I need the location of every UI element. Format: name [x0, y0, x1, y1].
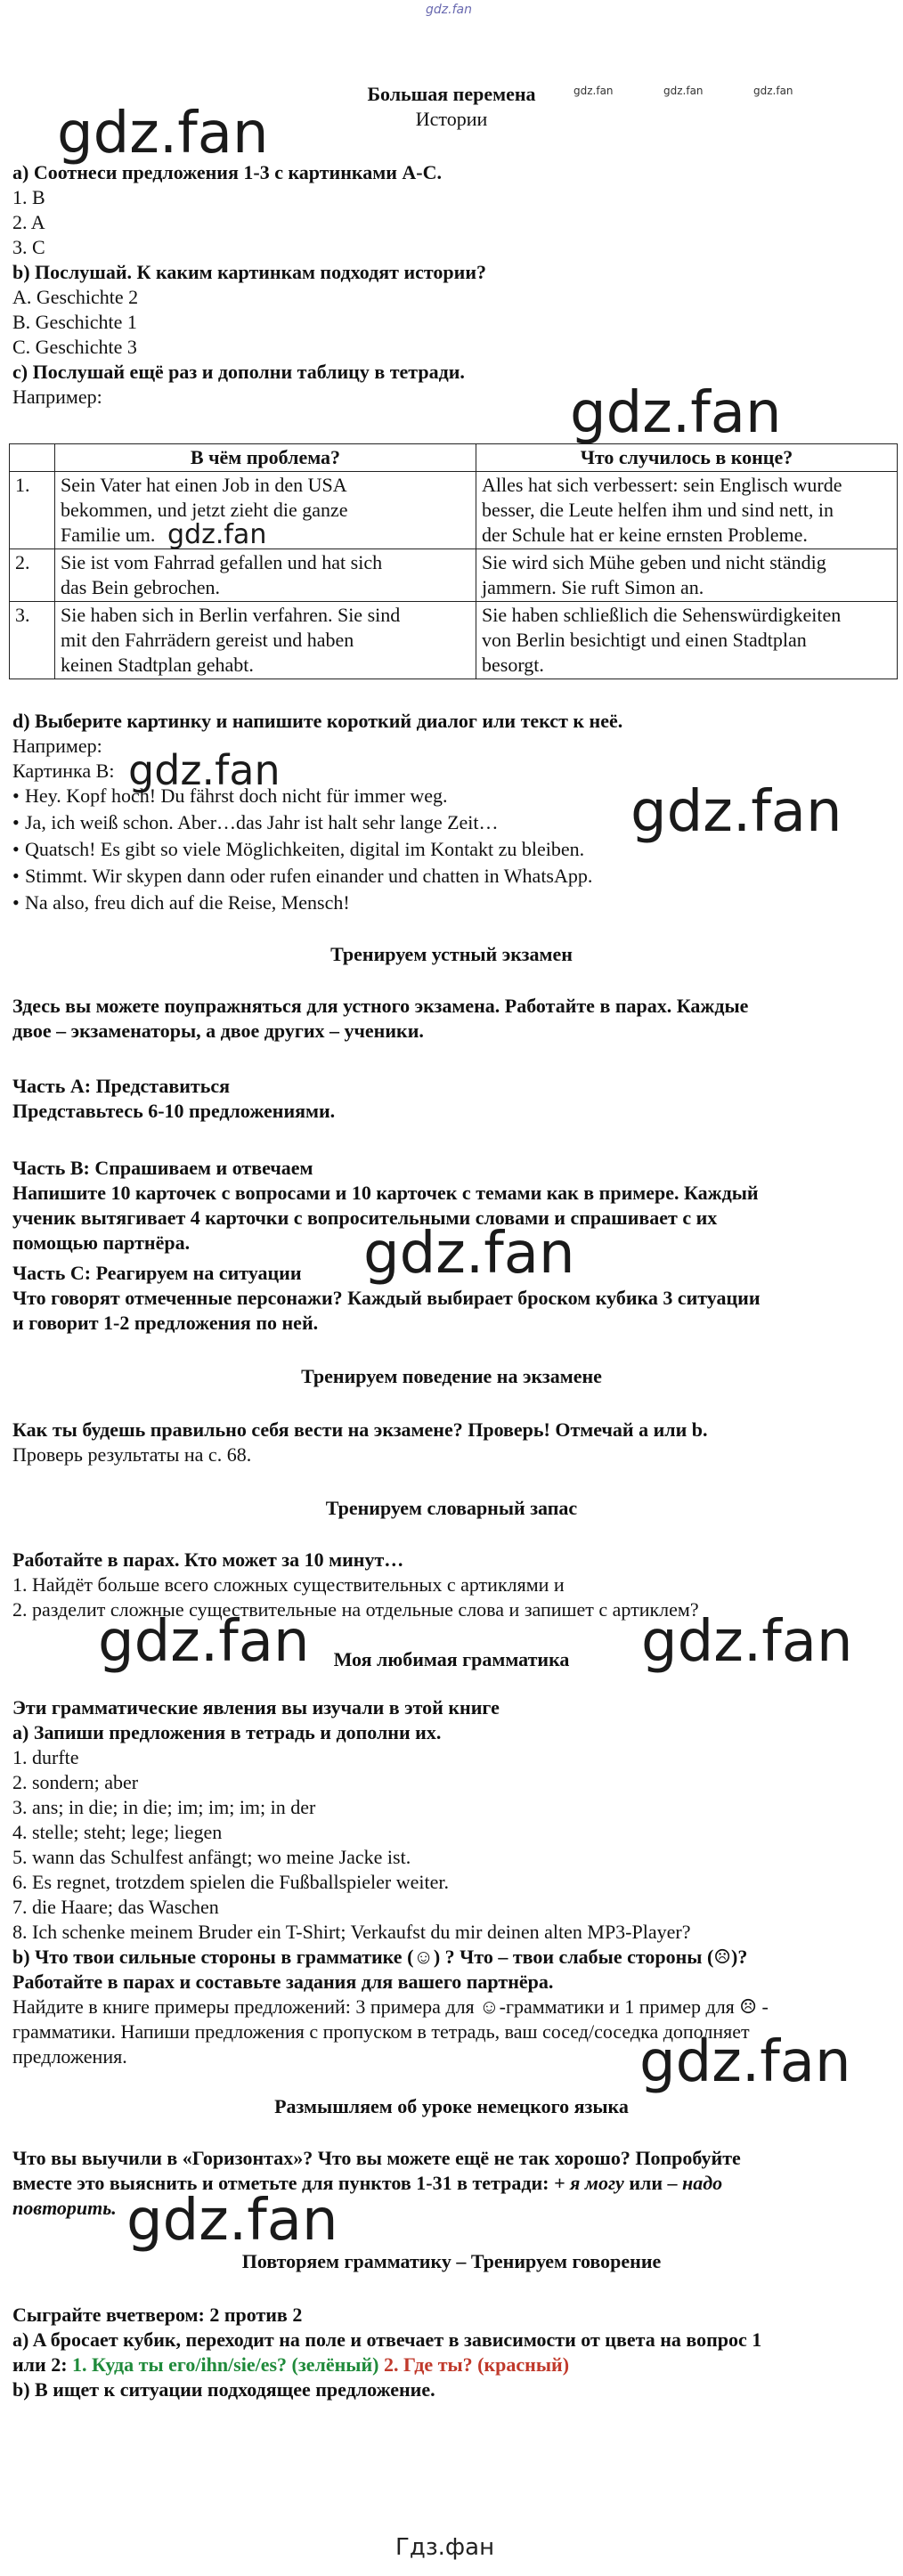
section-subtitle: Истории [415, 108, 488, 130]
behavior-check: Проверь результаты на с. 68. [12, 1443, 252, 1466]
end-line: jammern. Sie ruft Simon an. [482, 576, 704, 598]
bullet-icon: • [12, 891, 20, 914]
grammar-task-b3: Найдите в книге примеры предложений: 3 примера для ☺-грамматики и 1 пример для ☹ - [12, 1995, 769, 2018]
watermark-big: gdz.fan [639, 2029, 851, 2095]
task-a-item: 2. A [12, 211, 45, 233]
part-b-title: Часть B: Спрашиваем и отвечаем [12, 1157, 313, 1179]
grammar-item: 5. wann das Schulfest anfängt; wo meine Jacke ist. [12, 1846, 411, 1868]
grammar-task-b2: Работайте в парах и составьте задания для вашего партнёра. [12, 1971, 554, 1993]
part-b-text: помощью партнёра. [12, 1231, 191, 1254]
dialog-text: Stimmt. Wir skypen dann oder rufen einander und chatten in WhatsApp. [25, 865, 593, 887]
question-green: 1. Куда ты его/ihn/sie/es? (зелёный) [72, 2353, 379, 2376]
dialog-text: Hey. Kopf hoch! Du fährst doch nicht für immer weg. [25, 784, 448, 807]
watermark-big: gdz.fan [57, 101, 269, 167]
row-number: 2. [10, 549, 55, 602]
problem-line: Sein Vater hat einen Job in den USA [61, 474, 347, 496]
watermark-big: gdz.fan [126, 2188, 338, 2254]
dialog-text: Ja, ich weiß schon. Aber…das Jahr ist halt sehr lange Zeit… [25, 811, 499, 833]
problem-line: Sie haben sich in Berlin verfahren. Sie sind [61, 604, 401, 626]
table-row [10, 472, 898, 549]
part-c-text: и говорит 1-2 предложения по ней. [12, 1312, 319, 1334]
task-b-heading: b) Послушай. К каким картинкам подходят истории? [12, 261, 487, 283]
grammar-item: 4. stelle; steht; lege; liegen [12, 1821, 223, 1843]
watermark-small: gdz.fan [663, 85, 704, 97]
table-header-row [10, 444, 898, 472]
behavior-question: Как ты будешь правильно себя вести на экзамене? Проверь! Отмечай a или b. [12, 1418, 708, 1441]
example-label: Например: [12, 386, 102, 408]
table-header-cell: Что случилось в конце? [476, 444, 898, 472]
watermark-big: gdz.fan [570, 380, 782, 446]
table-header-cell [10, 444, 55, 472]
task-b-item: B. Geschichte 1 [12, 311, 137, 333]
watermark-medium: gdz.fan [167, 519, 267, 550]
grammar-item: 7. die Haare; das Waschen [12, 1896, 219, 1918]
watermark-top: gdz.fan [426, 3, 472, 17]
section-title: Моя любимая грамматика [333, 1648, 570, 1670]
table-header-cell: В чём проблема? [55, 444, 476, 472]
picture-label: Картинка B: [12, 760, 115, 782]
end-line: Alles hat sich verbessert: sein Englisch wurde [482, 474, 842, 496]
table-row [10, 549, 898, 602]
section-title: Тренируем словарный запас [325, 1497, 578, 1519]
reflection-text: вместе это выяснить и отметьте для пунктов 1-31 в тетради: [12, 2172, 549, 2194]
watermark-big: gdz.fan [98, 1609, 310, 1675]
end-line: besorgt. [482, 654, 544, 676]
grammar-intro: Эти грамматические явления вы изучали в этой книге [12, 1696, 500, 1719]
grammar-item: 6. Es regnet, trotzdem spielen die Fußballspieler weiter. [12, 1871, 449, 1893]
dialog-text: Na also, freu dich auf die Reise, Mensch! [25, 891, 350, 914]
section-title: Тренируем поведение на экзамене [301, 1365, 602, 1387]
task-a-heading: a) Соотнеси предложения 1-3 с картинками A-C. [12, 161, 443, 183]
grammar-item: 1. durfte [12, 1746, 79, 1768]
part-c-title: Часть C: Реагируем на ситуации [12, 1262, 302, 1284]
bullet-icon: • [12, 811, 20, 833]
section-title: Повторяем грамматику – Тренируем говорение [241, 2250, 662, 2272]
grammar-task-b: b) Что твои сильные стороны в грамматике (☺) ? Что – твои слабые стороны (☹)? [12, 1946, 748, 1968]
dialog-line [12, 864, 894, 889]
watermark-big: gdz.fan [641, 1609, 853, 1675]
game-task-a-line [12, 2353, 894, 2377]
problem-line: das Bein gebrochen. [61, 576, 220, 598]
task-c-heading: c) Послушай ещё раз и дополни таблицу в тетради. [12, 361, 465, 383]
dialog-text: Quatsch! Es gibt so viele Möglichkeiten, digital im Kontakt zu bleiben. [25, 838, 585, 860]
table-row [10, 602, 898, 679]
end-line: der Schule hat er keine ernsten Probleme. [482, 524, 808, 546]
grammar-item: 8. Ich schenke meinem Bruder ein T-Shirt; Verkaufst du mir deinen alten MP3-Player? [12, 1921, 691, 1943]
problem-line: mit den Fahrrädern gereist und haben [61, 629, 354, 651]
example-label: Например: [12, 735, 102, 757]
watermark-small: gdz.fan [574, 85, 614, 97]
reflection-text: Что вы выучили в «Горизонтах»? Что вы можете ещё не так хорошо? Попробуйте [12, 2147, 741, 2169]
grammar-task-a: а) Запиши предложения в тетрадь и дополни их. [12, 1721, 442, 1743]
part-a-text: Представьтесь 6-10 предложениями. [12, 1100, 336, 1122]
oral-intro: двое – экзаменаторы, а двое других – ученики. [12, 1020, 424, 1042]
row-number: 3. [10, 602, 55, 679]
end-line: Sie haben schließlich die Sehenswürdigkeiten [482, 604, 842, 626]
plus-label: + я могу [554, 2172, 624, 2194]
end-line: Sie wird sich Mühe geben und nicht ständig [482, 551, 826, 573]
watermark-big: gdz.fan [630, 779, 842, 845]
watermark-small: gdz.fan [753, 85, 793, 97]
task-a-item: 3. C [12, 236, 45, 258]
section-title: Размышляем об уроке немецкого языка [274, 2095, 629, 2117]
task-b-item: C. Geschichte 3 [12, 336, 137, 358]
problem-line: Sie ist vom Fahrrad gefallen und hat sich [61, 551, 383, 573]
watermark-bottom: Гдз.фан [395, 2534, 495, 2561]
vocab-task: Работайте в парах. Кто может за 10 минут… [12, 1548, 404, 1571]
end-cell [476, 472, 898, 549]
end-cell [476, 602, 898, 679]
dialog-line [12, 890, 894, 915]
bullet-icon: • [12, 865, 20, 887]
problem-line: bekommen, und jetzt zieht die ganze [61, 499, 348, 521]
game-task-a: a) A бросает кубик, переходит на поле и отвечает в зависимости от цвета на вопрос 1 [12, 2328, 762, 2351]
story-table [9, 443, 898, 679]
end-line: von Berlin besichtigt und einen Stadtplan [482, 629, 807, 651]
watermark-big: gdz.fan [128, 746, 281, 794]
repeat-label: надо [682, 2172, 723, 2194]
task-d-heading: d) Выберите картинку и напишите короткий диалог или текст к неё. [12, 710, 623, 732]
problem-line: keinen Stadtplan gehabt. [61, 654, 254, 676]
game-task-b: b) B ищет к ситуации подходящее предложение. [12, 2378, 435, 2401]
problem-line: Familie um. [61, 524, 156, 546]
problem-cell [55, 549, 476, 602]
or-label: или – [629, 2172, 678, 2194]
end-line: besser, die Leute helfen ihm und sind nett, in [482, 499, 834, 521]
grammar-item: 2. sondern; aber [12, 1771, 139, 1793]
part-b-text: ученик вытягивает 4 карточки с вопросительными словами и спрашивает с их [12, 1207, 718, 1229]
grammar-item: 3. ans; in die; in die; im; im; im; in der [12, 1796, 316, 1818]
section-title: Тренируем устный экзамен [330, 943, 573, 965]
oral-intro: Здесь вы можете поупражняться для устного экзамена. Работайте в парах. Каждые [12, 995, 749, 1017]
end-cell [476, 549, 898, 602]
task-b-item: A. Geschichte 2 [12, 286, 139, 308]
game-task-a-prefix: или 2: [12, 2353, 68, 2376]
question-red: 2. Где ты? (красный) [383, 2353, 570, 2376]
grammar-task-b3: предложения. [12, 2045, 127, 2068]
vocab-item: 2. разделит сложные существительные на отдельные слова и запишет с артиклем? [12, 1598, 699, 1621]
problem-cell [55, 602, 476, 679]
game-label: Сыграйте вчетвером: 2 против 2 [12, 2304, 303, 2326]
watermark-big: gdz.fan [363, 1221, 575, 1287]
grammar-task-b3: грамматики. Напиши предложения с пропуском в тетрадь, ваш сосед/соседка дополняет [12, 2020, 750, 2043]
part-a-title: Часть А: Представиться [12, 1075, 231, 1097]
bullet-icon: • [12, 838, 20, 860]
row-number: 1. [10, 472, 55, 549]
vocab-item: 1. Найдёт больше всего сложных существительных с артиклями и [12, 1573, 565, 1596]
bullet-icon: • [12, 784, 20, 807]
task-a-item: 1. B [12, 186, 45, 208]
repeat-label: повторить. [12, 2197, 117, 2219]
part-b-text: Напишите 10 карточек с вопросами и 10 карточек с темами как в примере. Каждый [12, 1182, 759, 1204]
part-c-text: Что говорят отмеченные персонажи? Каждый выбирает броском кубика 3 ситуации [12, 1287, 761, 1309]
section-title: Большая перемена [367, 83, 536, 105]
